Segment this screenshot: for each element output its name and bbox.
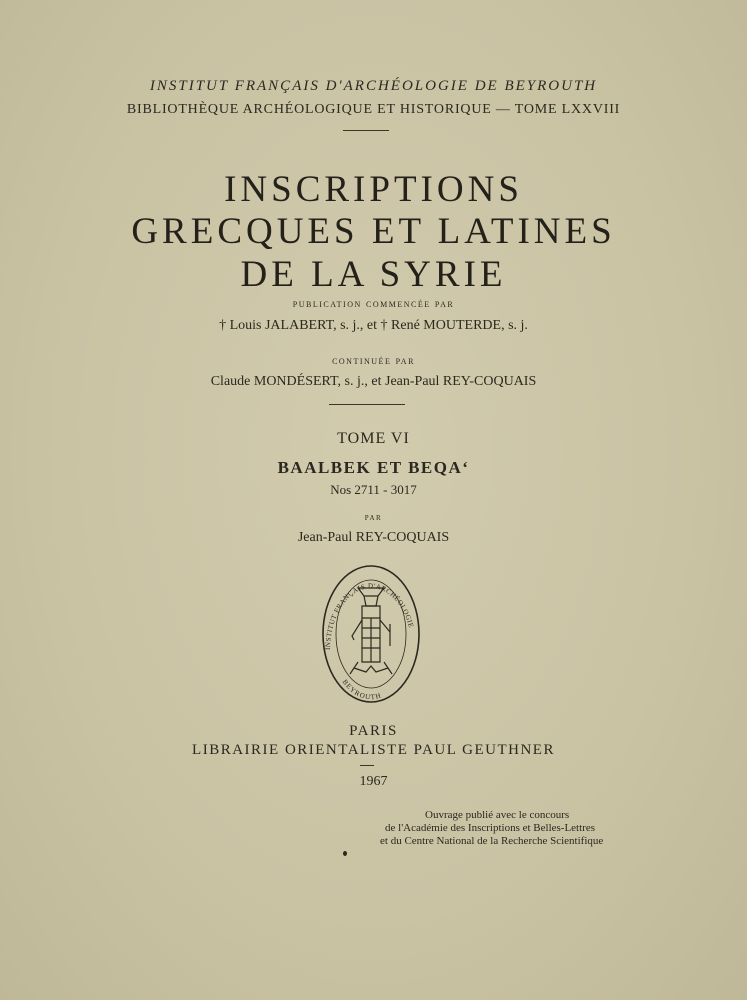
imprint-year: 1967: [359, 774, 388, 789]
title-line-1: INSCRIPTIONS: [224, 169, 523, 210]
credit-line-3: et du Centre National de la Recherche Scientifique: [380, 835, 604, 847]
credit-line-2: de l'Académie des Inscriptions et Belles-Lettres: [385, 822, 595, 834]
series-name: BIBLIOTHÈQUE ARCHÉOLOGIQUE ET HISTORIQUE — TOME LXXVIII: [126, 102, 621, 117]
title-line-2: GRECQUES ET LATINES: [131, 211, 616, 252]
volume-tome: TOME VI: [337, 430, 410, 447]
svg-text:BEYROUTH: [341, 678, 383, 701]
volume-subject: BAALBEK ET BEQA‘: [277, 458, 470, 477]
continuation-authors: Claude MONDÉSERT, s. j., et Jean-Paul REY-COQUAIS: [210, 374, 537, 389]
continuation-label: continuée par: [332, 355, 415, 367]
ink-speck: [343, 851, 347, 856]
credit-line-1: Ouvrage publié avec le concours: [425, 809, 570, 821]
publication-authors: † Louis JALABERT, s. j., et † René MOUTERDE, s. j.: [219, 318, 528, 333]
seal-text-bottom: BEYROUTH: [340, 677, 383, 702]
by-label: par: [364, 512, 383, 523]
divider-rule: [360, 765, 374, 766]
institute-name: INSTITUT FRANÇAIS D'ARCHÉOLOGIE DE BEYROUTH: [149, 78, 598, 94]
publication-label: publication commencée par: [292, 298, 455, 310]
imprint-city: PARIS: [349, 723, 398, 739]
svg-text:INSTITUT FRANÇAIS D'ARCHÉOLOGI: [324, 582, 415, 650]
volume-numbers: Nos 2711 - 3017: [330, 482, 417, 497]
title-line-3: DE LA SYRIE: [240, 254, 507, 295]
volume-author: Jean-Paul REY-COQUAIS: [297, 530, 450, 545]
divider-rule: [343, 130, 389, 131]
seal-text-top: INSTITUT FRANÇAIS D'ARCHÉOLOGIE: [323, 581, 416, 651]
imprint-publisher: LIBRAIRIE ORIENTALISTE PAUL GEUTHNER: [192, 742, 555, 758]
institute-seal-emblem: [318, 562, 424, 706]
divider-rule: [329, 404, 405, 405]
